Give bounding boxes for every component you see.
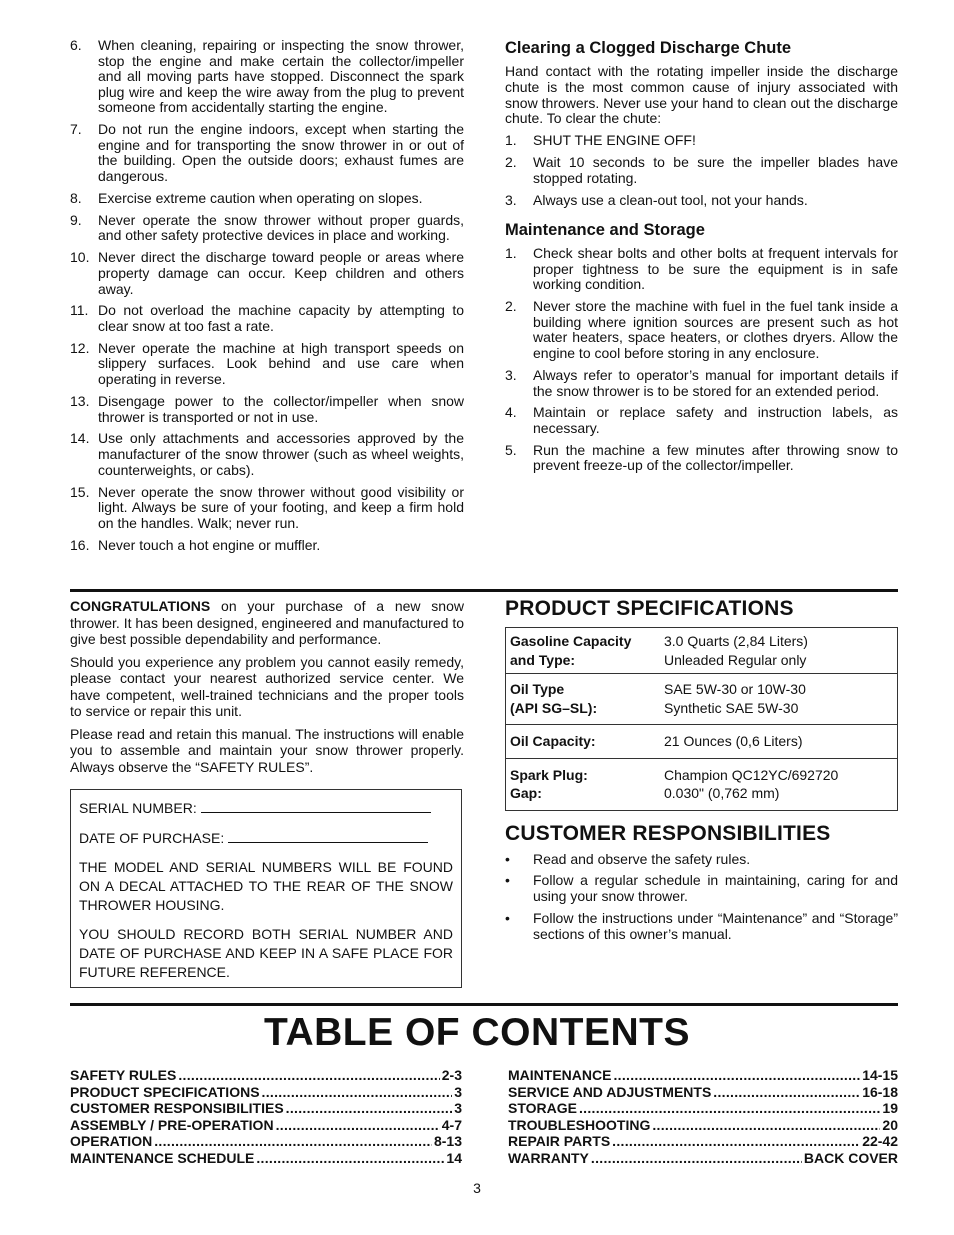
serial-number-blank: [201, 798, 431, 813]
table-row: Gasoline Capacity and Type: 3.0 Quarts (2,84 Liters) Unleaded Regular only: [506, 628, 898, 674]
toc-entry[interactable]: WARRANTY ..... BACK COVER: [508, 1150, 898, 1167]
decal-note: THE MODEL AND SERIAL NUMBERS WILL BE FOUND ON A DECAL ATTACHED TO THE REAR OF THE SNOW THROWER HOUSING.: [79, 859, 453, 913]
toc-entry[interactable]: PRODUCT SPECIFICATIONS ..... 3: [70, 1084, 462, 1101]
retain-paragraph: Please read and retain this manual. The instructions will enable you to assemble and maintain your snow thrower properly. Always observe the “SAFETY RULES”.: [70, 725, 464, 775]
list-item: 15. Never operate the snow thrower without good visibility or light. Always be sure of your footing, and keep a firm hold on the handles. Walk; never run.: [70, 483, 464, 531]
toc-entry[interactable]: MAINTENANCE SCHEDULE ..... 14: [70, 1150, 462, 1167]
list-item: 3. Always refer to operator’s manual for important details if the snow thrower is to be stored for an extended period.: [505, 366, 898, 399]
toc-entry[interactable]: MAINTENANCE ..... 14-15: [508, 1067, 898, 1084]
serial-number-line: SERIAL NUMBER:: [79, 798, 453, 818]
list-item: 6. When cleaning, repairing or inspecting the snow thrower, stop the engine and make certain the collector/impeller and all moving parts have stopped. Disconnect the spark plug wire and keep the wire away from the plug to prevent someone from accidentally starting the engine.: [70, 37, 464, 116]
intro-section: [70, 598, 464, 781]
toc-entry[interactable]: OPERATION ..... 8-13: [70, 1133, 462, 1150]
list-item: 11. Do not overload the machine capacity by attempting to clear snow at too fast a rate.: [70, 302, 464, 334]
list-item: • Read and observe the safety rules.: [505, 850, 751, 867]
safety-rules-list: [70, 38, 464, 553]
list-item: 12. Never operate the machine at high transport speeds on slippery surfaces. Look behind and use care when operating in reverse.: [70, 339, 464, 388]
table-row: Spark Plug: Gap: Champion QC12YC/692720 0.030" (0,762 mm): [506, 758, 898, 810]
list-item: 2. Never store the machine with fuel in the fuel tank inside a building where ignition sources are present such as hot water heaters, space heaters, or clothes dryers. Allow the engine to cool before storing in any enclosure.: [505, 298, 898, 362]
toc-entry[interactable]: TROUBLESHOOTING ..... 20: [508, 1117, 898, 1134]
list-item: 8. Exercise extreme caution when operating on slopes.: [70, 189, 423, 206]
purchase-date-line: DATE OF PURCHASE:: [79, 828, 453, 848]
clogged-chute-heading: Clearing a Clogged Discharge Chute: [505, 39, 792, 57]
safety-rules-column: [70, 38, 464, 559]
list-item: 7. Do not run the engine indoors, except when starting the engine and for transporting the snow thrower in or out of the building. Open the outside doors; exhaust fumes are dangerous.: [70, 121, 464, 185]
purchase-date-blank: [228, 828, 428, 843]
list-item: 1. Check shear bolts and other bolts at frequent intervals for proper tightness to be sure the equipment is in safe working condition.: [505, 245, 898, 293]
specs-heading: PRODUCT SPECIFICATIONS: [505, 597, 794, 620]
list-item: 10. Never direct the discharge toward people or areas where property damage can occur. Keep children and others away.: [70, 249, 464, 297]
list-item: 14. Use only attachments and accessories approved by the manufacturer of the snow thrower (such as wheel weights, counterweights, or cabs).: [70, 430, 464, 478]
list-item: 2. Wait 10 seconds to be sure the impeller blades have stopped rotating.: [505, 154, 898, 186]
table-row: Oil Type (API SG–SL): SAE 5W-30 or 10W-30 Synthetic SAE 5W-30: [506, 674, 898, 725]
record-note: YOU SHOULD RECORD BOTH SERIAL NUMBER AND DATE OF PURCHASE AND KEEP IN A SAFE PLACE FOR FUTURE REFERENCE.: [79, 926, 453, 980]
toc-entry[interactable]: ASSEMBLY / PRE-OPERATION ..... 4-7: [70, 1117, 462, 1134]
record-box: [70, 789, 462, 988]
section-divider-bottom: [70, 1003, 898, 1006]
specs-section: [505, 596, 898, 948]
toc-entry[interactable]: SAFETY RULES ..... 2-3: [70, 1067, 462, 1084]
toc-right-column: [508, 1067, 898, 1166]
clogged-chute-steps: [505, 133, 898, 208]
toc-entry[interactable]: REPAIR PARTS ..... 22-42: [508, 1133, 898, 1150]
table-row: Oil Capacity: 21 Ounces (0,6 Liters): [506, 725, 898, 759]
congrats-paragraph: CONGRATULATIONS on your purchase of a new snow thrower. It has been designed, engineered and manufactured to give best possible dependability and performance.: [70, 598, 464, 647]
list-item: • Follow the instructions under “Maintenance” and “Storage” sections of this owner’s manual.: [505, 909, 898, 942]
page-number: 3: [473, 1180, 481, 1196]
toc-entry[interactable]: SERVICE AND ADJUSTMENTS ..... 16-18: [508, 1084, 898, 1101]
responsibilities-heading: CUSTOMER RESPONSIBILITIES: [505, 821, 831, 845]
toc-title: TABLE OF CONTENTS: [264, 1011, 690, 1054]
list-item: 1. SHUT THE ENGINE OFF!: [505, 132, 696, 149]
list-item: 13. Disengage power to the collector/impeller when snow thrower is transported or not in use.: [70, 392, 464, 425]
toc-entry[interactable]: CUSTOMER RESPONSIBILITIES ..... 3: [70, 1100, 462, 1117]
list-item: 9. Never operate the snow thrower without proper guards, and other safety protective devices in place and working.: [70, 211, 464, 244]
maintenance-storage-steps: [505, 246, 898, 474]
maintenance-storage-heading: Maintenance and Storage: [505, 221, 705, 240]
list-item: 3. Always use a clean-out tool, not your hands.: [505, 191, 808, 208]
clogged-chute-intro: Hand contact with the rotating impeller inside the discharge chute is the most common cause of injury associated with snow throwers. Never use your hand to clean out the discharge chute. To clear the chute:: [505, 63, 898, 127]
toc-entry[interactable]: STORAGE ..... 19: [508, 1100, 898, 1117]
list-item: • Follow a regular schedule in maintaining, caring for and using your snow thrower.: [505, 872, 898, 905]
section-divider-top: [70, 589, 898, 592]
list-item: 5. Run the machine a few minutes after throwing snow to prevent freeze-up of the collector/impeller.: [505, 441, 898, 474]
list-item: 16. Never touch a hot engine or muffler.: [70, 536, 321, 553]
chute-maintenance-column: [505, 38, 898, 480]
list-item: 4. Maintain or replace safety and instruction labels, as necessary.: [505, 404, 898, 436]
responsibilities-list: [505, 852, 898, 943]
specs-table: [505, 627, 898, 811]
toc-left-column: [70, 1067, 462, 1166]
problem-paragraph: Should you experience any problem you cannot easily remedy, please contact your nearest authorized service center. We have competent, well-trained technicians and the proper tools to service or repair this unit.: [70, 653, 464, 719]
